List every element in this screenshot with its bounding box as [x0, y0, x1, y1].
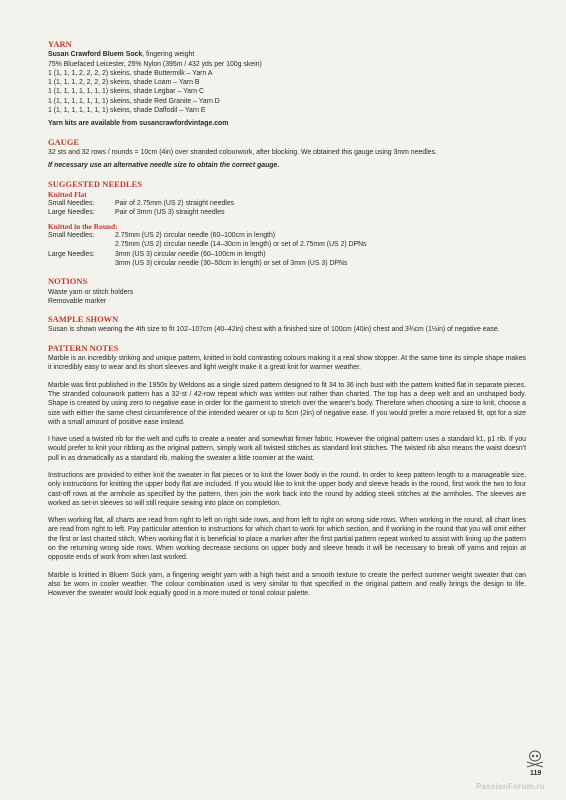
- sample-heading: SAMPLE SHOWN: [48, 315, 119, 325]
- needle-label: Small Needles:: [48, 200, 95, 208]
- needle-row: [48, 250, 526, 259]
- needles-section: [48, 180, 526, 269]
- notions-section: [48, 277, 526, 306]
- yarn-weight: , fingering weight: [142, 51, 195, 59]
- gauge-note: If necessary use an alternative needle size to obtain the correct gauge: [48, 162, 278, 170]
- notes-paragraph: Marble was first published in the 1950s by Weldons as a single sized pattern designed to fit 34 to 36 inch bust with the pattern knitted flat in separate pieces. The stranded colourwork pattern has a 32-st / 42-row repeat which was written out rather than charted. The top has a deep welt and an unshaped body. Shape is created by using zero to negative ease in order for the garment to stretch over the wearer's body. Therefore when choosing a size to knit, choose a size with either the same chest circumference of the intended wearer or up to 5cm (2in) of negative ease. If you would prefer a more relaxed fit, opt for a size with a small amount of positive ease instead.: [48, 381, 526, 426]
- needles-heading: SUGGESTED NEEDLES: [48, 179, 143, 189]
- yarn-section: [48, 40, 526, 129]
- needle-value: 3mm (US 3) circular needle (60–100cm in length): [115, 250, 266, 258]
- watermark: PassionForum.ru: [476, 782, 545, 791]
- needle-label: Large Needles:: [48, 209, 95, 217]
- notes-paragraph: Instructions are provided to either knit the sweater in flat pieces or to knit the lower body in the round. In order to keep pattern length to a manageable size, only instructions for knitting the upper body flat are included. If you would like to knit the upper body and sleeve heads in the round, first work the two to four cast-off rows at the armhole as specified by the pattern, then join the work back into the round by adding steek stitches at the armholes. The sleeves are worked as set-in sleeves so will still require sewing into place on completion.: [48, 471, 526, 507]
- needle-label: Large Needles:: [48, 250, 95, 258]
- needle-row: [48, 231, 526, 240]
- needle-value: 3mm (US 3) circular needle (30–50cm in length) or set of 3mm (US 3) DPNs: [115, 259, 348, 267]
- notes-paragraph: I have used a twisted rib for the welt and cuffs to create a neater and somewhat firmer fabric. However the original pattern uses a standard k1, p1 rib. If you would prefer to knit your ribbing as the original pattern, simply work all twisted stitches as standard knit stitches. The twisted rib also means the waist doesn't pull in as dramatically as a standard rib, making the sweater a little roomier at the waist.: [48, 436, 526, 462]
- page-number: 119: [530, 770, 542, 777]
- notes-heading: PATTERN NOTES: [48, 343, 119, 353]
- sample-text: Susan is shown wearing the 4th size to fit 102–107cm (40–42in) chest with a finished size of 100cm (40in) chest and 3¾cm (1½in) of negative ease.: [48, 326, 500, 334]
- knitted-round-heading: Knitted in the Round:: [48, 221, 118, 231]
- yarn-line: 1 (1, 1, 1, 1, 1, 1, 1) skeins, shade Red Granite – Yarn D: [48, 97, 220, 105]
- notes-paragraph: Marble is an incredibly striking and unique pattern, knitted in bold contrasting colours making it a real show stopper. At the same time its simple shape makes it incredibly easy to wear and its short sleeves and light weight make it a great knit for warmer weather.: [48, 355, 526, 372]
- needle-label: [48, 259, 115, 268]
- needle-value: Pair of 3mm (US 3) straight needles: [115, 209, 225, 217]
- notes-section: [48, 344, 526, 599]
- yarn-brand: Susan Crawford Bluem Sock: [48, 51, 143, 59]
- notes-paragraph: Marble is knitted in Bluem Sock yarn, a fingering weight yarn with a high twist and a smooth texture to create the perfect summer weight sweater that can also be worn in cooler weather. The colour combination used is very similar to that specified in the original pattern and really brings the design to life. However the sweater would look equally good in a more muted or tonal colour palette.: [48, 571, 526, 598]
- yarn-heading: YARN: [48, 40, 72, 49]
- gauge-heading: GAUGE: [48, 137, 80, 147]
- pattern-page: [48, 40, 526, 608]
- yarn-line: 1 (1, 1, 1, 1, 1, 1, 1) skeins, shade Legbar – Yarn C: [48, 88, 205, 96]
- notion-item: Removable marker: [48, 297, 107, 305]
- sample-section: [48, 315, 526, 335]
- yarn-kits-note: Yarn kits are available from susancrawfordvintage.com: [48, 120, 229, 128]
- needle-value: 2.75mm (US 2) circular needle (60–100cm in length): [115, 232, 276, 240]
- notion-item: Waste yarn or stitch holders: [48, 288, 134, 296]
- yarn-line: 1 (1, 1, 1, 2, 2, 2, 2) skeins, shade Buttermilk – Yarn A: [48, 69, 213, 77]
- needle-label: Small Needles:: [48, 232, 95, 240]
- needle-row: [48, 240, 526, 249]
- notions-heading: NOTIONS: [48, 277, 88, 287]
- yarn-fibre: 75% Bluefaced Leicester, 25% Nylon (395m / 432 yds per 100g skein): [48, 60, 262, 68]
- yarn-brand-line: [48, 50, 526, 59]
- gauge-section: GAUGE 32 sts and 32 rows / rounds = 10cm (4in) over stranded colourwork, after blocking. We obtained this gauge using 3mm needles. If necessary use an alternative needle size to obtain the correct gauge.: [48, 138, 526, 171]
- notes-paragraph: When working flat, all charts are read from right to left on right side rows, and from left to right on wrong side rows. When working in the round, all chart lines are read from right to left. Pay particular attention to instructions for which chart to work for which section, and if working in the round that you will omit either the first or last charted stitch. When working flat it is beneficial to place a marker after the first partial pattern repeat worked to assist with lining up the pattern on the returning wrong side rows. When working decrease sections on upper body and sleeve heads it will be necessary to break off yarns and rejoin at opposite ends of work from when last worked.: [48, 517, 526, 562]
- skull-logo-icon: [524, 748, 546, 768]
- knitted-flat-heading: Knitted Flat: [48, 189, 87, 199]
- yarn-line: 1 (1, 1, 1, 2, 2, 2, 2) skeins, shade Loam – Yarn B: [48, 79, 200, 87]
- needle-label: [48, 240, 115, 249]
- needle-row: [48, 199, 526, 208]
- needle-value: Pair of 2.75mm (US 2) straight needles: [115, 200, 235, 208]
- needle-row: [48, 208, 526, 217]
- gauge-text: 32 sts and 32 rows / rounds = 10cm (4in) over stranded colourwork, after blocking. We obtained this gauge using 3mm needles.: [48, 148, 437, 156]
- yarn-line: 1 (1, 1, 1, 1, 1, 1, 1) skeins, shade Daffodil – Yarn E: [48, 107, 206, 115]
- needle-value: 2.75mm (US 2) circular needle (14–30cm in length) or set of 2.75mm (US 2) DPNs: [115, 241, 367, 249]
- needle-row: [48, 259, 526, 268]
